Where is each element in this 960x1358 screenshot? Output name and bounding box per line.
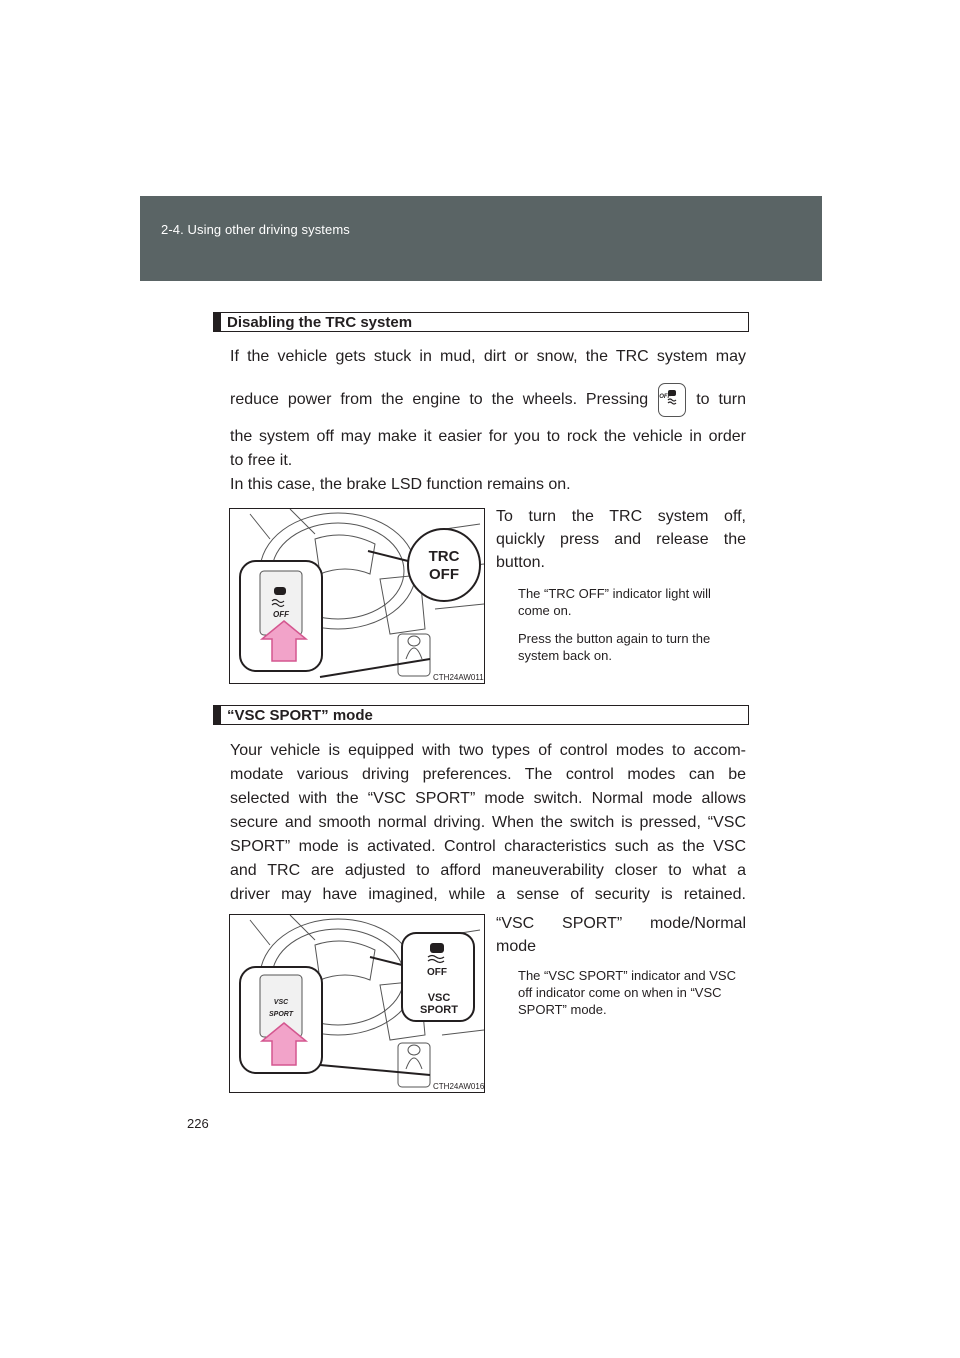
vsc-switch-line1: VSC <box>273 999 289 1006</box>
trc-para-text: reduce power from the engine to the wheels. Pressing <box>230 391 649 409</box>
vsc-figure-code: CTH24AW016 <box>433 1082 485 1091</box>
trc-para-line: to free it. <box>230 452 293 469</box>
trc-para-line: In this case, the brake LSD function remains on. <box>230 476 571 493</box>
trc-dashboard-illustration <box>230 509 485 684</box>
trc-switch-label: OFF <box>273 610 289 619</box>
trc-para-line: If the vehicle gets stuck in mud, dirt or snow, the TRC system may <box>230 348 746 365</box>
trc-off-inline-icon <box>658 383 686 417</box>
trc-off-inline-label: OFF <box>659 394 672 400</box>
trc-figure <box>229 508 485 684</box>
vsc-para-line: Your vehicle is equipped with two types of control modes to accom- <box>230 742 746 759</box>
vsc-dashboard-illustration <box>230 915 485 1093</box>
vsc-para-line: SPORT” mode is activated. Control characteristics such as the VSC <box>230 838 746 855</box>
vsc-note-1: The “VSC SPORT” indicator and VSC off indicator come on when in “VSC SPORT” mode. <box>518 968 736 1017</box>
trc-note-2: Press the button again to turn the system back on. <box>518 631 711 663</box>
vsc-callout-line2: SPORT <box>420 1004 458 1016</box>
trc-para-line: the system off may make it easier for you to rock the vehicle in order <box>230 428 746 445</box>
trc-side-line: To turn the TRC system off, <box>496 508 746 525</box>
vsc-heading: “VSC SPORT” mode <box>227 707 373 724</box>
trc-heading-box <box>213 312 749 332</box>
trc-callout-line2: OFF <box>429 566 459 583</box>
trc-figure-code: CTH24AW011 <box>433 673 484 682</box>
trc-callout-line1: TRC <box>428 548 460 565</box>
vsc-para-line: driver may have imagined, while a sense of security is retained. <box>230 886 746 903</box>
vsc-side-line: “VSC SPORT” mode/Normal <box>496 915 746 932</box>
vsc-switch-line2: SPORT <box>269 1011 293 1018</box>
vsc-para-line: modate various driving preferences. The control modes can be <box>230 766 746 783</box>
trc-side-text <box>496 505 746 574</box>
vsc-figure <box>229 914 485 1093</box>
vsc-paragraph <box>230 739 746 907</box>
vsc-side-text <box>496 912 746 958</box>
vsc-callout-line1: VSC <box>427 992 451 1004</box>
trc-para-line-with-button <box>230 383 746 417</box>
trc-paragraph <box>230 345 746 497</box>
vsc-para-line: selected with the “VSC SPORT” mode switch. Normal mode allows <box>230 790 746 807</box>
page-number: 226 <box>187 1116 209 1131</box>
trc-side-line: quickly press and release the <box>496 531 746 548</box>
heading-marker <box>214 313 221 331</box>
trc-side-line: button. <box>496 554 545 571</box>
vsc-para-line: secure and smooth normal driving. When the switch is pressed, “VSC <box>230 814 746 831</box>
vsc-heading-box <box>213 705 749 725</box>
trc-para-text: to turn <box>696 391 747 409</box>
section-header-bar <box>140 196 822 281</box>
trc-heading: Disabling the TRC system <box>227 314 413 331</box>
vsc-side-line: mode <box>496 938 537 955</box>
heading-marker <box>214 706 221 724</box>
vsc-callout-off: OFF <box>427 967 447 978</box>
section-title: 2-4. Using other driving systems <box>161 222 350 237</box>
trc-note-1: The “TRC OFF” indicator light will come on. <box>518 586 711 618</box>
trc-off-indicator-callout <box>408 529 480 601</box>
vsc-para-line: and TRC are adjusted to afford maneuverability closer to what a <box>230 862 746 879</box>
